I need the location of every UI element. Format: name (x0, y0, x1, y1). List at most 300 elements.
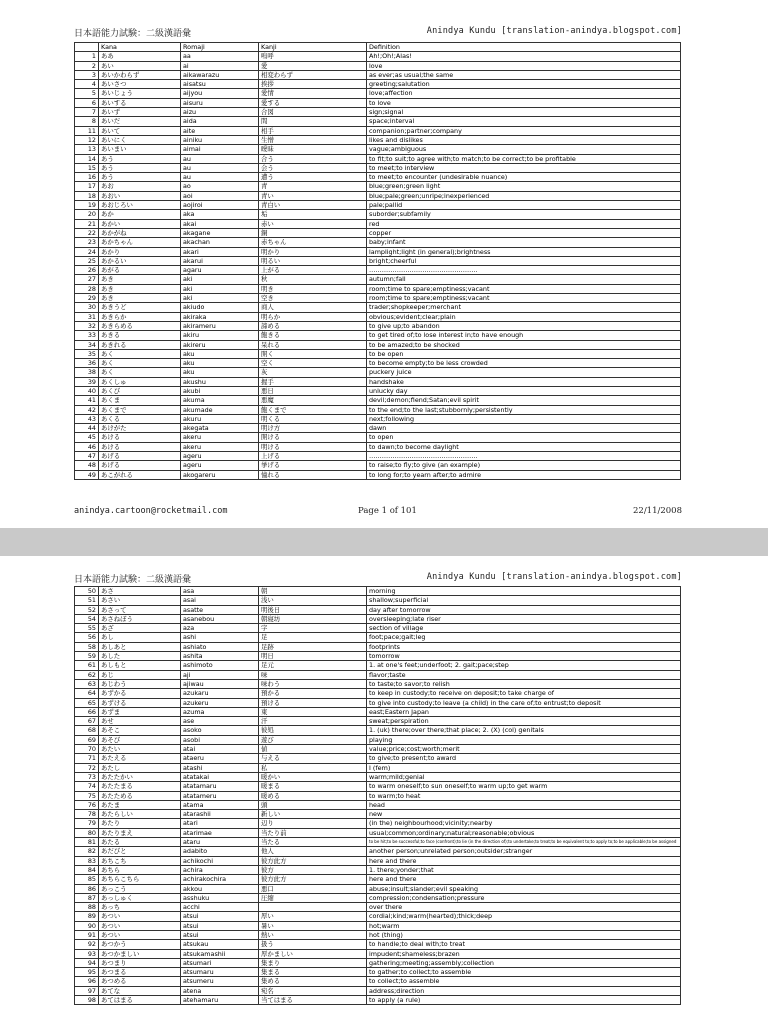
table-row (75, 903, 681, 912)
kanji-cell: 彼方此方 (259, 875, 367, 884)
kana-cell: あじわう (99, 679, 181, 688)
romaji-cell: atai (181, 745, 259, 754)
table-row (75, 294, 681, 303)
row-number: 78 (75, 810, 99, 819)
table-row (75, 921, 681, 930)
table-row (75, 303, 681, 312)
kanji-cell: 当たり前 (259, 828, 367, 837)
definition-cell: to collect;to assemble (367, 977, 681, 986)
romaji-cell: akuru (181, 414, 259, 423)
table-row (75, 596, 681, 605)
row-number: 18 (75, 191, 99, 200)
romaji-cell: agaru (181, 266, 259, 275)
kana-cell: あしあと (99, 642, 181, 651)
row-number: 80 (75, 828, 99, 837)
kanji-cell: 値 (259, 745, 367, 754)
romaji-cell: akai (181, 219, 259, 228)
kanji-cell: 合図 (259, 108, 367, 117)
row-number: 28 (75, 284, 99, 293)
table-row (75, 173, 681, 182)
table-row (75, 912, 681, 921)
kanji-cell: 字 (259, 624, 367, 633)
romaji-cell: atsukau (181, 940, 259, 949)
kana-cell: あいじょう (99, 89, 181, 98)
kanji-cell: 愛情 (259, 89, 367, 98)
romaji-cell: aku (181, 349, 259, 358)
table-row (75, 810, 681, 819)
definition-cell: unlucky day (367, 386, 681, 395)
kana-cell: あそこ (99, 726, 181, 735)
row-number: 67 (75, 717, 99, 726)
kanji-cell: 新しい (259, 810, 367, 819)
kanji-cell: 銅 (259, 228, 367, 237)
definition-cell: new (367, 810, 681, 819)
kana-cell: あく (99, 349, 181, 358)
kana-cell: あくま (99, 396, 181, 405)
table-row (75, 893, 681, 902)
kana-cell: あかちゃん (99, 238, 181, 247)
table-row (75, 624, 681, 633)
row-number: 14 (75, 154, 99, 163)
definition-cell: obvious;evident;clear;plain (367, 312, 681, 321)
romaji-cell: atena (181, 986, 259, 995)
table-row (75, 763, 681, 772)
table-row (75, 256, 681, 265)
romaji-cell: akiudo (181, 303, 259, 312)
kana-cell: あける (99, 442, 181, 451)
kana-cell: あき (99, 275, 181, 284)
kana-cell: あさい (99, 596, 181, 605)
romaji-cell: akkou (181, 884, 259, 893)
row-number: 32 (75, 321, 99, 330)
kana-cell: あいて (99, 126, 181, 135)
kanji-cell: 辺り (259, 819, 367, 828)
romaji-cell: akagane (181, 228, 259, 237)
romaji-cell: aki (181, 284, 259, 293)
table-row (75, 340, 681, 349)
row-number: 63 (75, 679, 99, 688)
kana-cell: あくる (99, 414, 181, 423)
romaji-cell: aite (181, 126, 259, 135)
definition-cell: sign;signal (367, 108, 681, 117)
definition-cell: trader;shopkeeper;merchant (367, 303, 681, 312)
kana-cell: あいず (99, 108, 181, 117)
table-row (75, 266, 681, 275)
romaji-cell: atashi (181, 763, 259, 772)
kanji-cell: 集める (259, 977, 367, 986)
kanji-cell: 暖かい (259, 772, 367, 781)
table-row (75, 182, 681, 191)
row-number: 71 (75, 754, 99, 763)
definition-cell: to get tired of;to lose interest in;to have enough (367, 331, 681, 340)
row-number: 2 (75, 61, 99, 70)
row-number: 1 (75, 52, 99, 61)
romaji-cell: akachan (181, 238, 259, 247)
row-number: 58 (75, 642, 99, 651)
kanji-cell: 垢 (259, 210, 367, 219)
kanji-cell: 足跡 (259, 642, 367, 651)
romaji-cell: atama (181, 800, 259, 809)
table-row (75, 275, 681, 284)
romaji-cell: akiru (181, 331, 259, 340)
row-number: 5 (75, 89, 99, 98)
kanji-cell: 開く (259, 349, 367, 358)
kana-cell: あたし (99, 763, 181, 772)
row-number: 95 (75, 968, 99, 977)
kanji-cell: 味 (259, 670, 367, 679)
romaji-cell: ashi (181, 633, 259, 642)
page-header-title: 日本語能力試験：二級漢語彙 (74, 575, 192, 585)
definition-cell: compression;condensation;pressure (367, 893, 681, 902)
definition-cell: hot;warm (367, 921, 681, 930)
table-row (75, 587, 681, 596)
romaji-cell: akarui (181, 256, 259, 265)
kana-cell: あげる (99, 461, 181, 470)
kana-cell: あいする (99, 98, 181, 107)
definition-cell: 1. (uk) there;over there;that place; 2. (X) (col) genitals (367, 726, 681, 735)
kana-cell: あたためる (99, 791, 181, 800)
page-footer-page-number: Page 1 of 101 (358, 506, 417, 516)
kanji-cell: 暖める (259, 791, 367, 800)
row-number: 7 (75, 108, 99, 117)
row-number: 55 (75, 624, 99, 633)
kana-cell: あく (99, 359, 181, 368)
definition-cell: to give;to present;to award (367, 754, 681, 763)
romaji-cell: ataru (181, 838, 259, 847)
romaji-cell: atsumari (181, 958, 259, 967)
row-number: 72 (75, 763, 99, 772)
table-row (75, 210, 681, 219)
romaji-cell: ase (181, 717, 259, 726)
kana-cell: あつまり (99, 958, 181, 967)
kanji-cell: 憧れる (259, 470, 367, 479)
table-row (75, 191, 681, 200)
table-row (75, 117, 681, 126)
table-row (75, 201, 681, 210)
kana-cell: あそび (99, 735, 181, 744)
row-number: 96 (75, 977, 99, 986)
row-number: 38 (75, 368, 99, 377)
definition-cell: likes and dislikes (367, 135, 681, 144)
definition-cell: love (367, 61, 681, 70)
kanji-cell: 明ける (259, 442, 367, 451)
kana-cell: あつい (99, 930, 181, 939)
kanji-cell: 明るい (259, 256, 367, 265)
table-row (75, 726, 681, 735)
kana-cell: あつかましい (99, 949, 181, 958)
kana-cell: あいだ (99, 117, 181, 126)
kana-cell: あずける (99, 698, 181, 707)
row-number: 31 (75, 312, 99, 321)
definition-cell: lamplight;light (in general);brightness (367, 247, 681, 256)
row-number: 65 (75, 698, 99, 707)
definition-cell: to keep in custody;to receive on deposit;to take charge of (367, 689, 681, 698)
kanji-cell: 生憎 (259, 135, 367, 144)
table-row (75, 238, 681, 247)
table-row (75, 958, 681, 967)
definition-cell: value;price;cost;worth;merit (367, 745, 681, 754)
definition-cell: oversleeping;late riser (367, 614, 681, 623)
romaji-cell: akiraka (181, 312, 259, 321)
row-number: 39 (75, 377, 99, 386)
romaji-cell: akeru (181, 433, 259, 442)
row-number: 40 (75, 386, 99, 395)
row-number: 33 (75, 331, 99, 340)
romaji-cell: atarashii (181, 810, 259, 819)
definition-cell: to fit;to suit;to agree with;to match;to be correct;to be profitable (367, 154, 681, 163)
definition-cell: address;direction (367, 986, 681, 995)
kanji-cell: 宛名 (259, 986, 367, 995)
table-row (75, 670, 681, 679)
romaji-cell: atsumeru (181, 977, 259, 986)
row-number: 13 (75, 145, 99, 154)
romaji-cell: au (181, 154, 259, 163)
kana-cell: あきうど (99, 303, 181, 312)
kanji-cell: 嗚呼 (259, 52, 367, 61)
romaji-cell: aka (181, 210, 259, 219)
kanji-cell: 朝寝坊 (259, 614, 367, 623)
page-header-author: Anindya Kundu [translation-anindya.blogspot.com] (426, 572, 682, 582)
definition-cell: to apply (a rule) (367, 996, 681, 1005)
kana-cell: あたる (99, 838, 181, 847)
romaji-cell: atsumaru (181, 968, 259, 977)
kana-cell: あかい (99, 219, 181, 228)
kanji-cell: 集まり (259, 958, 367, 967)
page-footer-email: anindya.cartoon@rocketmail.com (74, 506, 228, 516)
romaji-cell: aizu (181, 108, 259, 117)
row-number: 25 (75, 256, 99, 265)
romaji-cell: ainiku (181, 135, 259, 144)
row-number: 34 (75, 340, 99, 349)
table-row (75, 98, 681, 107)
definition-cell: to open (367, 433, 681, 442)
romaji-cell: akireru (181, 340, 259, 349)
row-number: 86 (75, 884, 99, 893)
definition-cell: room;time to spare;emptiness;vacant (367, 284, 681, 293)
table-row (75, 89, 681, 98)
column-header: Kanji (259, 43, 367, 52)
romaji-cell: akirameru (181, 321, 259, 330)
table-row (75, 605, 681, 614)
row-number: 93 (75, 949, 99, 958)
row-number: 4 (75, 80, 99, 89)
kana-cell: あかるい (99, 256, 181, 265)
vocabulary-table-body (75, 43, 681, 480)
kana-cell: あし (99, 633, 181, 642)
table-row (75, 996, 681, 1005)
romaji-cell: atsui (181, 912, 259, 921)
row-number: 61 (75, 661, 99, 670)
kanji-cell: 飽きる (259, 331, 367, 340)
romaji-cell: atarimae (181, 828, 259, 837)
row-number: 50 (75, 587, 99, 596)
kana-cell: あいかわらず (99, 70, 181, 79)
romaji-cell: akushu (181, 377, 259, 386)
vocabulary-table-body (75, 587, 681, 1005)
kanji-cell: 集まる (259, 968, 367, 977)
kanji-cell: 扱う (259, 940, 367, 949)
table-row (75, 433, 681, 442)
romaji-cell: azukeru (181, 698, 259, 707)
row-number: 68 (75, 726, 99, 735)
row-number: 76 (75, 800, 99, 809)
row-number: 29 (75, 294, 99, 303)
kanji-cell: 相変わらず (259, 70, 367, 79)
row-number: 66 (75, 707, 99, 716)
definition-cell: sweat;perspiration (367, 717, 681, 726)
kanji-cell: 圧縮 (259, 893, 367, 902)
row-number: 69 (75, 735, 99, 744)
row-number: 81 (75, 838, 99, 847)
row-number: 88 (75, 903, 99, 912)
row-number: 56 (75, 633, 99, 642)
table-row (75, 856, 681, 865)
kanji-cell: 悪日 (259, 386, 367, 395)
kanji-cell: 飽くまで (259, 405, 367, 414)
kana-cell: あしもと (99, 661, 181, 670)
row-number: 59 (75, 652, 99, 661)
table-row (75, 247, 681, 256)
row-number: 73 (75, 772, 99, 781)
table-row (75, 442, 681, 451)
kanji-cell: 遭う (259, 173, 367, 182)
table-row (75, 745, 681, 754)
table-header-row (75, 43, 681, 52)
kanji-cell: 私 (259, 763, 367, 772)
kanji-cell: 愛 (259, 61, 367, 70)
definition-cell: baby;infant (367, 238, 681, 247)
row-number: 35 (75, 349, 99, 358)
romaji-cell: akubi (181, 386, 259, 395)
kanji-cell: 遊び (259, 735, 367, 744)
table-row (75, 838, 681, 847)
definition-cell: east;Eastern Japan (367, 707, 681, 716)
kana-cell: あお (99, 182, 181, 191)
kana-cell: あき (99, 294, 181, 303)
definition-cell: flavor;taste (367, 670, 681, 679)
row-number: 74 (75, 782, 99, 791)
kana-cell: あっち (99, 903, 181, 912)
kanji-cell: 足 (259, 633, 367, 642)
romaji-cell: atsui (181, 921, 259, 930)
kana-cell: あきらか (99, 312, 181, 321)
row-number: 62 (75, 670, 99, 679)
definition-cell: as ever;as usual;the same (367, 70, 681, 79)
definition-cell: autumn;fall (367, 275, 681, 284)
table-row (75, 126, 681, 135)
definition-cell: to meet;to interview (367, 163, 681, 172)
definition-cell: to the end;to the last;stubbornly;persistently (367, 405, 681, 414)
kana-cell: あつめる (99, 977, 181, 986)
table-row (75, 80, 681, 89)
kanji-cell: 明かり (259, 247, 367, 256)
romaji-cell: akari (181, 247, 259, 256)
romaji-cell: aijyou (181, 89, 259, 98)
romaji-cell: aki (181, 294, 259, 303)
definition-cell: to become empty;to be less crowded (367, 359, 681, 368)
kanji-cell: 悪魔 (259, 396, 367, 405)
kanji-cell: 明くる (259, 414, 367, 423)
definition-cell: here and there (367, 875, 681, 884)
row-number: 85 (75, 875, 99, 884)
romaji-cell: asatte (181, 605, 259, 614)
kana-cell: あさねぼう (99, 614, 181, 623)
kanji-cell: 明け方 (259, 424, 367, 433)
row-number: 30 (75, 303, 99, 312)
kana-cell: あいにく (99, 135, 181, 144)
table-row (75, 163, 681, 172)
table-row (75, 70, 681, 79)
table-row (75, 819, 681, 828)
kana-cell: あした (99, 652, 181, 661)
definition-cell: pale;pallid (367, 201, 681, 210)
kana-cell: あき (99, 284, 181, 293)
table-row (75, 386, 681, 395)
kanji-cell: 間 (259, 117, 367, 126)
kanji-cell: 商人 (259, 303, 367, 312)
romaji-cell: aki (181, 275, 259, 284)
vocabulary-table (74, 42, 681, 480)
page-header-author: Anindya Kundu [translation-anindya.blogspot.com] (426, 26, 682, 36)
row-number: 64 (75, 689, 99, 698)
definition-cell: Ah!;Oh!;Alas! (367, 52, 681, 61)
table-row (75, 396, 681, 405)
kana-cell: あたい (99, 745, 181, 754)
kanji-cell: 曖昧 (259, 145, 367, 154)
kanji-cell: 明き (259, 284, 367, 293)
table-row (75, 800, 681, 809)
row-number: 24 (75, 247, 99, 256)
kanji-cell: 暑い (259, 921, 367, 930)
table-row (75, 717, 681, 726)
kana-cell: あちらこちら (99, 875, 181, 884)
kana-cell: あかり (99, 247, 181, 256)
definition-cell: hot (thing) (367, 930, 681, 939)
row-number: 36 (75, 359, 99, 368)
table-row (75, 377, 681, 386)
kanji-cell: 青白い (259, 201, 367, 210)
table-row (75, 470, 681, 479)
kanji-cell: 上げる (259, 452, 367, 461)
romaji-cell: akogareru (181, 470, 259, 479)
table-row (75, 986, 681, 995)
romaji-cell: ageru (181, 452, 259, 461)
table-row (75, 349, 681, 358)
definition-cell: handshake (367, 377, 681, 386)
kana-cell: あつい (99, 921, 181, 930)
kanji-cell: 空く (259, 359, 367, 368)
table-row (75, 689, 681, 698)
kana-cell: あう (99, 173, 181, 182)
definition-cell: room;time to spare;emptiness;vacant (367, 294, 681, 303)
row-number: 54 (75, 614, 99, 623)
romaji-cell: azuma (181, 707, 259, 716)
row-number: 92 (75, 940, 99, 949)
kanji-cell: 愛する (259, 98, 367, 107)
definition-cell: to give into custody;to leave (a child) in the care of;to entrust;to deposit (367, 698, 681, 707)
table-row (75, 772, 681, 781)
kana-cell: ああ (99, 52, 181, 61)
kanji-cell: 空き (259, 294, 367, 303)
page-footer-date: 22/11/2008 (633, 506, 682, 516)
kana-cell: あげる (99, 452, 181, 461)
table-row (75, 284, 681, 293)
definition-cell: to warm;to heat (367, 791, 681, 800)
definition-cell: to gather;to collect;to assemble (367, 968, 681, 977)
definition-cell: abuse;insult;slander;evil speaking (367, 884, 681, 893)
table-row (75, 424, 681, 433)
romaji-cell: asoko (181, 726, 259, 735)
